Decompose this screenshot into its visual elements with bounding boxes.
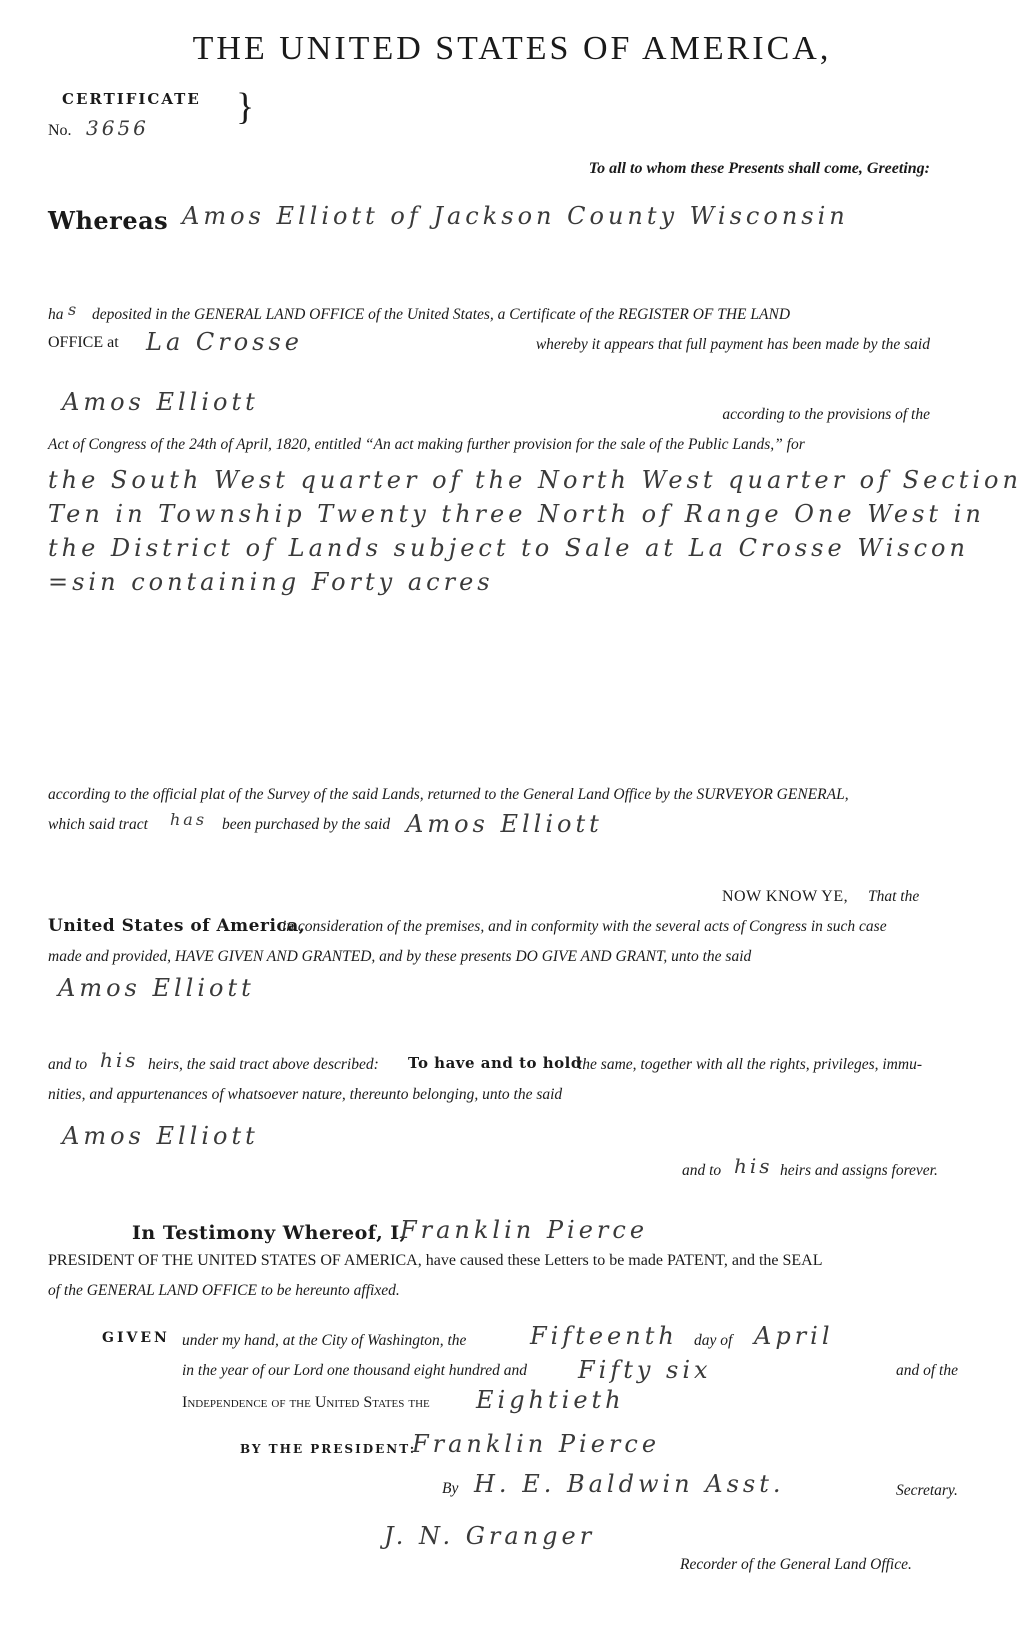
- certificate-label: CERTIFICATE: [62, 90, 201, 108]
- testimony-line2: PRESIDENT OF THE UNITED STATES OF AMERICA, have caused these Letters to be made PATENT, and the SEAL: [48, 1252, 823, 1269]
- brace-decoration: }: [236, 86, 255, 128]
- testimony-president: Franklin Pierce: [400, 1216, 649, 1244]
- office-at-label: OFFICE at: [48, 334, 119, 351]
- heirs-rest: the same, together with all the rights, privileges, immu-: [578, 1056, 922, 1073]
- secretary-signature: H. E. Baldwin Asst.: [474, 1470, 785, 1498]
- land-description-line: the District of Lands subject to Sale at La Crosse Wiscon: [48, 534, 969, 562]
- land-description-line: Ten in Township Twenty three North of Range One West in: [48, 500, 985, 528]
- greeting: To all to whom these Presents shall come, Greeting:: [588, 160, 930, 177]
- whereby-text: whereby it appears that full payment has been made by the said: [535, 336, 930, 353]
- testimony-label: In Testimony Whereof, I,: [132, 1222, 407, 1244]
- survey-line2-prefix: which said tract: [48, 816, 148, 833]
- given-year: Fifty six: [578, 1356, 712, 1384]
- testimony-line3: of the GENERAL LAND OFFICE to be hereunto affixed.: [48, 1282, 400, 1299]
- given-day-of: day of: [694, 1332, 733, 1349]
- grant-line2: made and provided, HAVE GIVEN AND GRANTED, and by these presents DO GIVE AND GRANT, unto the said: [48, 948, 752, 965]
- by-label: By: [442, 1480, 459, 1497]
- whereas-label: Whereas: [48, 206, 169, 235]
- heirs-text: heirs, the said tract above described:: [148, 1056, 379, 1073]
- by-the-president: BY THE PRESIDENT:: [240, 1442, 417, 1456]
- final-rest: heirs and assigns forever.: [780, 1162, 938, 1179]
- given-line1: under my hand, at the City of Washington, the: [182, 1332, 467, 1349]
- deposit-line1: deposited in the GENERAL LAND OFFICE of the United States, a Certificate of the REGISTER OF THE LAND: [92, 306, 791, 323]
- payer-name: Amos Elliott: [62, 388, 259, 416]
- heirs-his-hand: his: [100, 1048, 139, 1072]
- given-day: Fifteenth: [530, 1322, 678, 1350]
- recorder-signature: J. N. Granger: [384, 1522, 596, 1550]
- secretary-label: Secretary.: [896, 1482, 958, 1499]
- grantee-name: Amos Elliott: [58, 974, 255, 1002]
- deposit-prefix: ha: [48, 306, 64, 323]
- according-text: according to the provisions of the: [722, 406, 930, 423]
- given-and-of-the: and of the: [896, 1362, 958, 1379]
- given-line2: in the year of our Lord one thousand eight hundred and: [182, 1362, 527, 1379]
- given-label: GIVEN: [102, 1330, 170, 1346]
- usa-blackletter: United States of America,: [48, 916, 306, 936]
- given-month: April: [754, 1322, 834, 1350]
- now-know-ye: NOW KNOW YE,: [722, 888, 849, 905]
- deposit-hand-s: s: [68, 300, 80, 319]
- certificate-number: 3656: [86, 116, 149, 140]
- land-description-line: the South West quarter of the North West quarter of Section: [48, 466, 1022, 494]
- grant-line1: in consideration of the premises, and in conformity with the several acts of Congress in such case: [282, 918, 887, 935]
- office-location: La Crosse: [146, 328, 303, 356]
- president-signature: Franklin Pierce: [412, 1430, 661, 1458]
- whereas-handwritten: Amos Elliott of Jackson County Wisconsin: [182, 202, 849, 230]
- survey-line1: according to the official plat of the Survey of the said Lands, returned to the General Land Office by the SURVEYOR GENERAL,: [48, 786, 849, 803]
- habendum: To have and to hold: [408, 1054, 582, 1072]
- survey-has-hand: has: [170, 810, 208, 829]
- survey-line2-rest: been purchased by the said: [222, 816, 391, 833]
- given-line3: Independence of the United States the: [182, 1394, 430, 1411]
- land-description-line: =sin containing Forty acres: [48, 568, 494, 596]
- recorder-label: Recorder of the General Land Office.: [680, 1556, 912, 1573]
- purchaser-name: Amos Elliott: [406, 810, 603, 838]
- heirs-line2: nities, and appurtenances of whatsoever nature, thereunto belonging, unto the said: [48, 1086, 563, 1103]
- certificate-no-label: No.: [48, 122, 72, 139]
- given-independence: Eightieth: [476, 1386, 625, 1414]
- final-his-hand: his: [734, 1154, 773, 1178]
- final-and-to: and to: [682, 1162, 722, 1179]
- document-title: THE UNITED STATES OF AMERICA,: [192, 30, 832, 67]
- that-the: That the: [868, 888, 920, 905]
- heirs-and-to: and to: [48, 1056, 88, 1073]
- heirs-name: Amos Elliott: [62, 1122, 259, 1150]
- act-text: Act of Congress of the 24th of April, 1820, entitled “An act making further provision for the sale of the Public Lands,” for: [48, 436, 805, 453]
